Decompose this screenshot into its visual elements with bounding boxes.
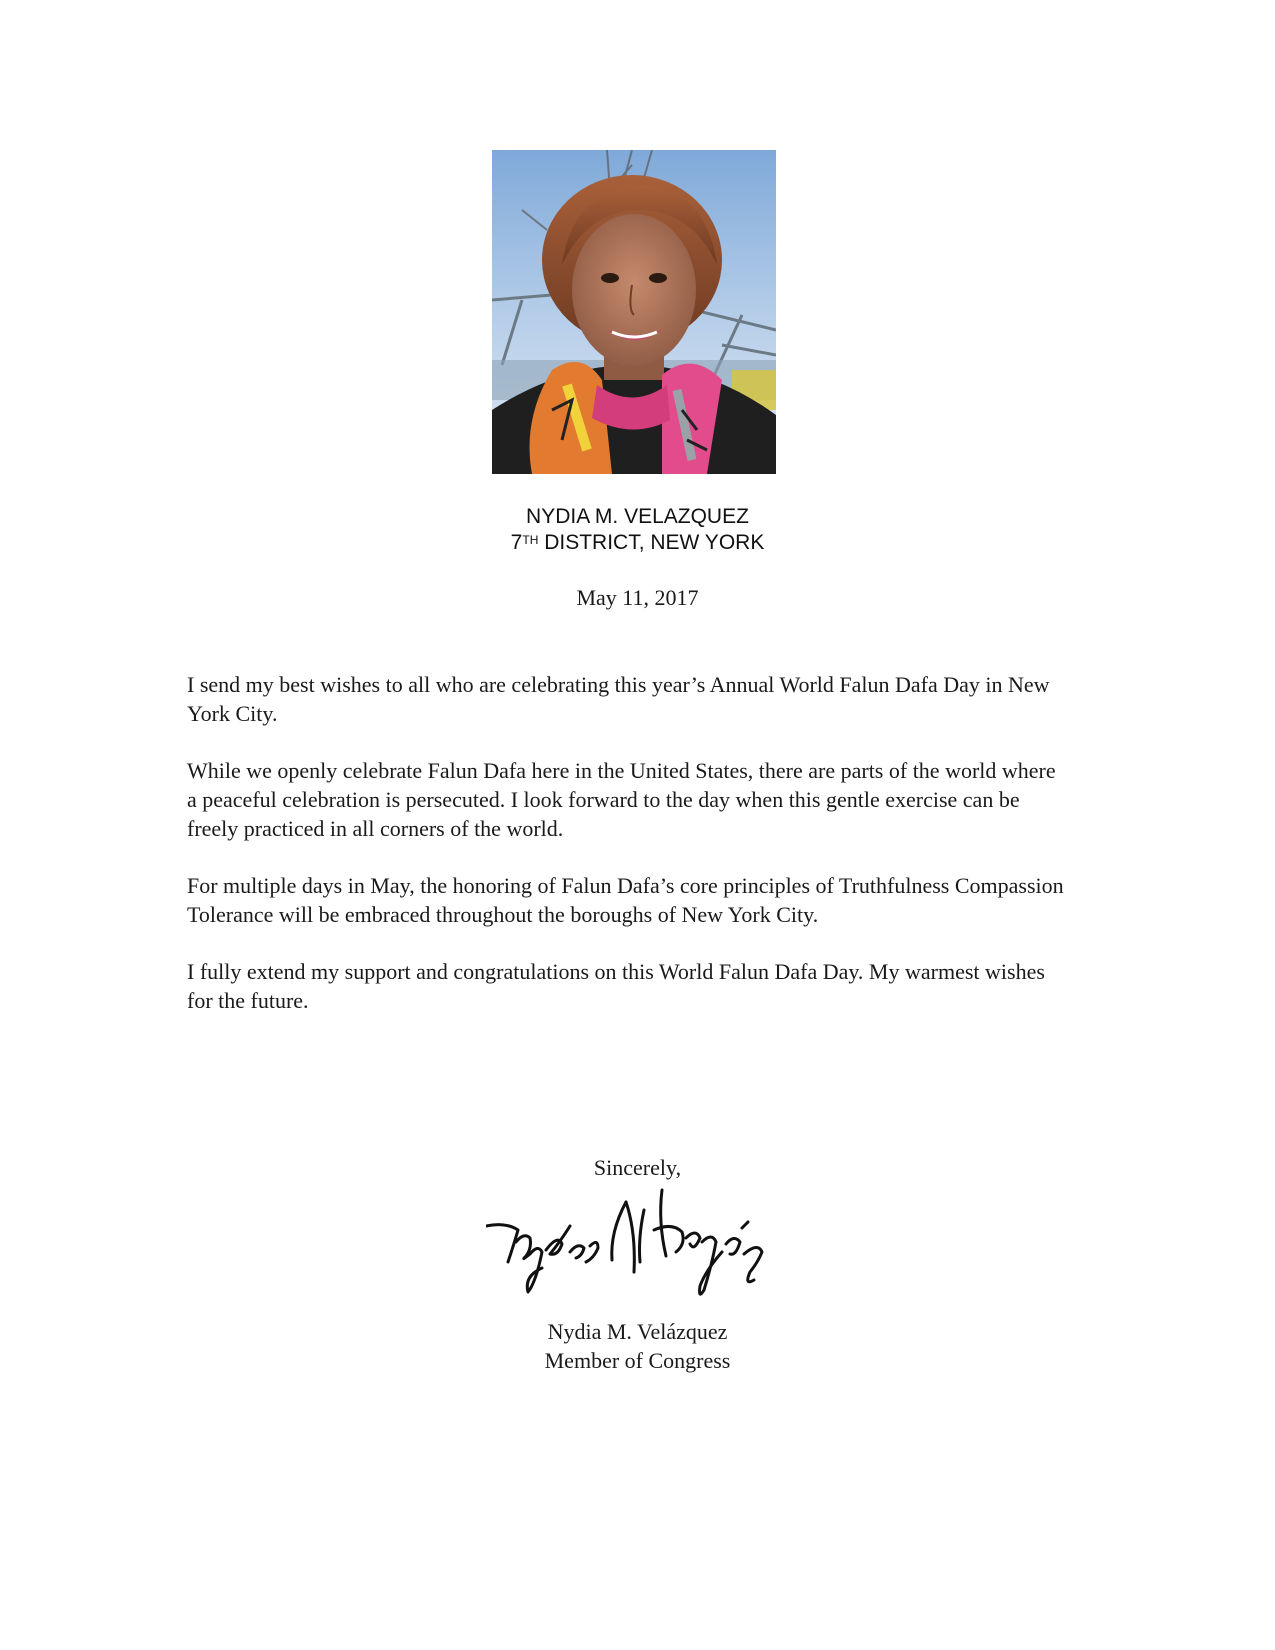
representative-name: NYDIA M. VELAZQUEZ bbox=[526, 505, 749, 528]
paragraph: I send my best wishes to all who are celebrating this year’s Annual World Falun Dafa Day in New York City. bbox=[187, 672, 1050, 726]
signer-block bbox=[0, 1317, 1275, 1375]
district-number: 7 bbox=[510, 531, 523, 554]
portrait-photo bbox=[492, 150, 776, 474]
district-ordinal-suffix: TH bbox=[522, 533, 539, 547]
district-name: DISTRICT, NEW YORK bbox=[538, 531, 765, 554]
paragraph: I fully extend my support and congratulations on this World Falun Dafa Day. My warmest wishes for the future. bbox=[187, 959, 1045, 1013]
signer-name: Nydia M. Velázquez bbox=[547, 1319, 728, 1344]
letterhead bbox=[0, 504, 1275, 556]
letter-body bbox=[187, 670, 1067, 1043]
handwritten-signature bbox=[486, 1182, 786, 1322]
letter-date: May 11, 2017 bbox=[576, 585, 699, 610]
district-line bbox=[0, 530, 1275, 556]
paragraph: While we openly celebrate Falun Dafa here in the United States, there are parts of the world where a peaceful celebration is persecuted. I look forward to the day when this gentle exercise can be freely practiced in all corners of the world. bbox=[187, 758, 1056, 841]
paragraph: For multiple days in May, the honoring of Falun Dafa’s core principles of Truthfulness Compassion Tolerance will be embraced throughout the boroughs of New York City. bbox=[187, 873, 1064, 927]
signer-title: Member of Congress bbox=[544, 1348, 731, 1373]
closing-salutation: Sincerely, bbox=[593, 1155, 682, 1180]
